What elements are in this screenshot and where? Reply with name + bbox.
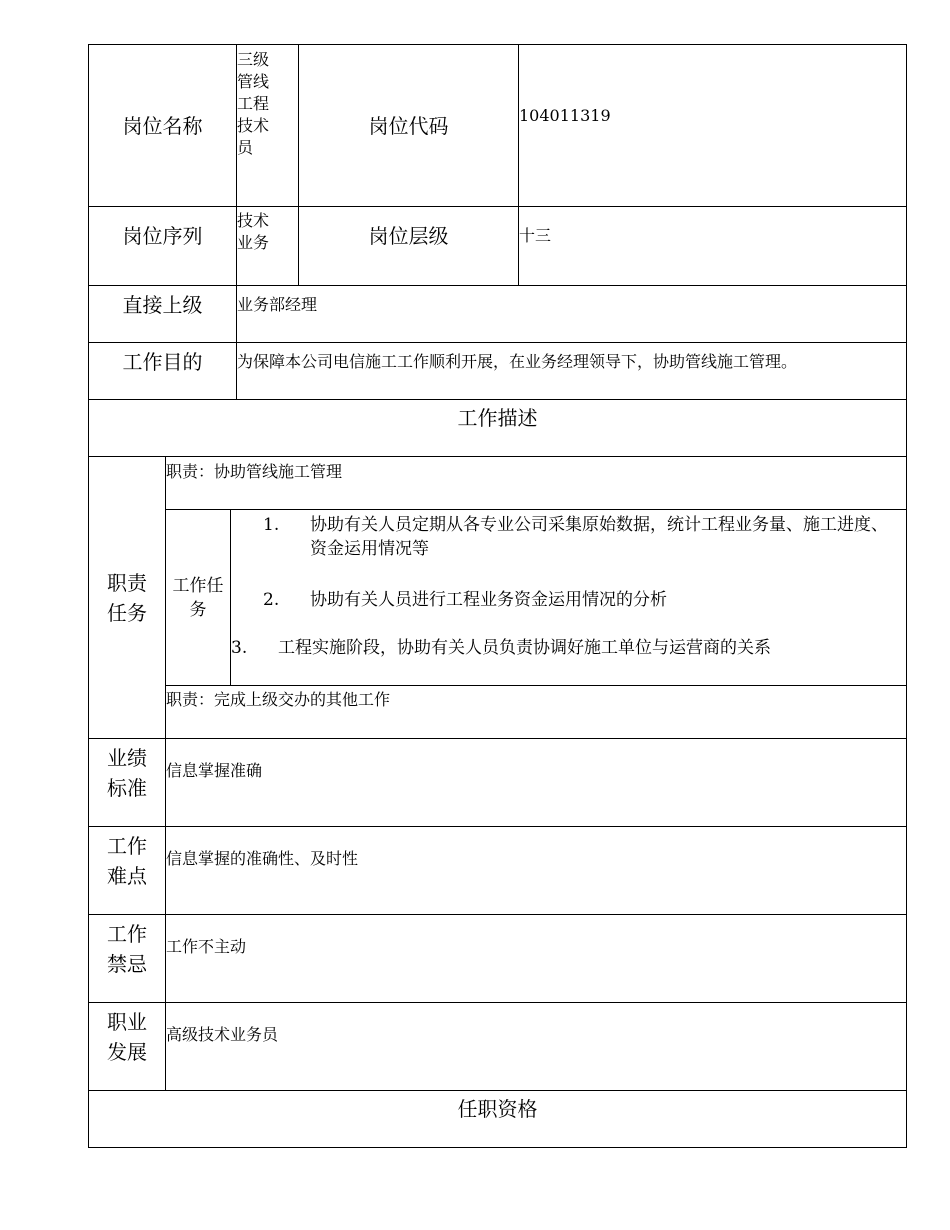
performance-label: 业绩标准: [107, 746, 147, 800]
tasks-label: 工作任务: [172, 575, 224, 620]
row-divider: [88, 914, 907, 915]
row-divider: [165, 685, 907, 686]
duties-label-cell: [89, 457, 165, 738]
task-3-text: 工程实施阶段，协助有关人员负责协调好施工单位与运营商的关系: [278, 638, 771, 658]
tasks-label-cell: [166, 510, 230, 685]
difficulty-value: 信息掌握的准确性、及时性: [166, 849, 359, 868]
position-series-value: 技术业务: [237, 211, 270, 252]
performance-label-cell: [89, 739, 165, 826]
performance-value: 信息掌握准确: [166, 761, 263, 780]
position-level-value: 十三: [519, 226, 552, 245]
position-name-label: 岗位名称: [122, 113, 203, 138]
difficulty-label: 工作难点: [107, 834, 147, 888]
position-name-value: 三级管线工程技术员: [237, 50, 270, 157]
duty-2: 职责：完成上级交办的其他工作: [166, 690, 391, 709]
task-2-text: 协助有关人员进行工程业务资金运用情况的分析: [310, 590, 667, 610]
career-label-cell: [89, 1003, 165, 1090]
purpose-label: 工作目的: [122, 350, 203, 374]
task-3: [231, 636, 895, 660]
career-value: 高级技术业务员: [166, 1025, 279, 1044]
position-level-label: 岗位层级: [368, 224, 449, 248]
task-1-wrap-spacer: [263, 538, 313, 562]
position-series-label: 岗位序列: [122, 224, 203, 248]
taboo-value: 工作不主动: [166, 937, 247, 956]
qualifications-title: 任职资格: [457, 1097, 538, 1121]
row-divider: [88, 738, 907, 739]
duties-label: 职责任务: [107, 570, 147, 625]
position-name-value-cell: [237, 49, 298, 206]
position-code-value: 104011319: [519, 105, 611, 125]
row-divider: [88, 1002, 907, 1003]
task-1-number: 1.: [263, 515, 280, 535]
task-3-number: 3.: [231, 638, 248, 658]
duty-1: 职责：协助管线施工管理: [166, 462, 343, 481]
position-code-label: 岗位代码: [368, 113, 449, 138]
position-series-value-cell: [237, 210, 298, 285]
task-2-number: 2.: [263, 590, 280, 610]
taboo-label-cell: [89, 915, 165, 1002]
career-label: 职业发展: [107, 1010, 147, 1064]
task-1-text: 协助有关人员定期从各专业公司采集原始数据，统计工程业务量、施工进度、资金运用情况等: [310, 515, 888, 559]
purpose-value: 为保障本公司电信施工工作顺利开展，在业务经理领导下，协助管线施工管理。: [237, 352, 798, 371]
task-2: [263, 588, 895, 612]
row-divider: [88, 456, 907, 457]
supervisor-label: 直接上级: [122, 293, 203, 317]
row-divider: [88, 826, 907, 827]
task-1: [263, 513, 895, 563]
row-divider: [165, 509, 907, 510]
work-description-title: 工作描述: [457, 406, 538, 430]
supervisor-value: 业务部经理: [237, 295, 318, 314]
taboo-label: 工作禁忌: [107, 922, 147, 976]
difficulty-label-cell: [89, 827, 165, 914]
